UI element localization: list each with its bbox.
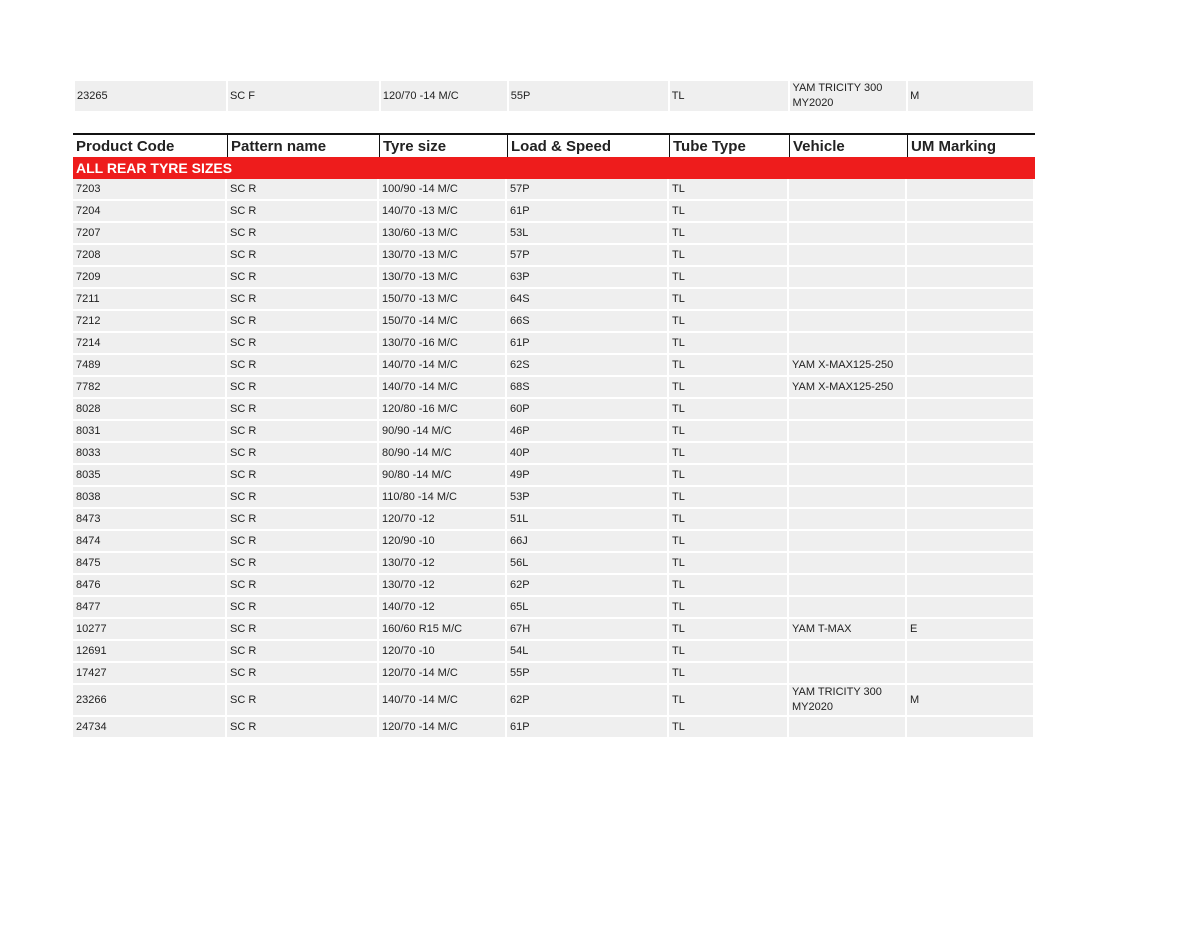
table-row	[73, 333, 1035, 355]
cell-load-speed: 53L	[507, 223, 669, 245]
cell-um-marking	[907, 267, 1035, 289]
table-row	[73, 575, 1035, 597]
cell-vehicle	[789, 201, 907, 223]
cell-tube-type: TL	[669, 575, 789, 597]
cell-load-speed: 46P	[507, 421, 669, 443]
cell-load-speed: 60P	[507, 399, 669, 421]
cell-tube-type: TL	[669, 179, 789, 201]
table-row	[73, 355, 1035, 377]
cell-tyre-size: 140/70 -14 M/C	[379, 377, 507, 399]
cell-tyre-size: 130/70 -13 M/C	[379, 267, 507, 289]
cell-um-marking	[907, 421, 1035, 443]
cell-tyre-size: 120/70 -10	[379, 641, 507, 663]
cell-vehicle	[789, 509, 907, 531]
cell-tyre-size: 110/80 -14 M/C	[379, 487, 507, 509]
cell-um-marking	[907, 201, 1035, 223]
table-row	[73, 421, 1035, 443]
cell-tyre-size: 130/70 -12	[379, 553, 507, 575]
cell-um-marking	[907, 575, 1035, 597]
cell-vehicle	[789, 289, 907, 311]
cell-pattern: SC R	[227, 663, 379, 685]
header-product-code: Product Code	[73, 133, 227, 157]
cell-load-speed: 53P	[507, 487, 669, 509]
cell-pattern: SC R	[227, 289, 379, 311]
cell-vehicle	[789, 223, 907, 245]
cell-product-code: 10277	[73, 619, 227, 641]
header-vehicle: Vehicle	[789, 133, 907, 157]
cell-vehicle	[789, 421, 907, 443]
cell-um-marking	[907, 509, 1035, 531]
header-row	[73, 133, 1035, 157]
cell-product-code: 8028	[73, 399, 227, 421]
cell-product-code: 7203	[73, 179, 227, 201]
cell-um-marking	[907, 465, 1035, 487]
cell-load-speed: 61P	[507, 717, 669, 739]
cell-tube-type: TL	[669, 531, 789, 553]
cell-um-marking	[907, 377, 1035, 399]
cell-product-code: 8473	[73, 509, 227, 531]
cell-pattern: SC R	[227, 201, 379, 223]
table-row	[73, 201, 1035, 223]
cell-load-speed: 62P	[507, 575, 669, 597]
cell-load-speed: 62S	[507, 355, 669, 377]
cell-load-speed: 57P	[507, 179, 669, 201]
cell-vehicle	[789, 641, 907, 663]
cell-product-code: 7211	[73, 289, 227, 311]
cell-tube-type: TL	[669, 553, 789, 575]
cell-tyre-size: 140/70 -12	[379, 597, 507, 619]
cell-tyre-size: 120/80 -16 M/C	[379, 399, 507, 421]
table-row	[73, 179, 1035, 201]
cell-um-marking	[907, 663, 1035, 685]
cell-tyre-size: 140/70 -14 M/C	[379, 355, 507, 377]
table-row	[73, 289, 1035, 311]
cell-vehicle	[789, 443, 907, 465]
cell-product-code: 23265	[75, 81, 226, 111]
cell-vehicle	[789, 179, 907, 201]
cell-pattern: SC R	[227, 377, 379, 399]
cell-pattern: SC R	[227, 531, 379, 553]
cell-um-marking: M	[907, 685, 1035, 717]
cell-pattern: SC R	[227, 717, 379, 739]
cell-product-code: 8031	[73, 421, 227, 443]
cell-load-speed: 66S	[507, 311, 669, 333]
header-tyre-size: Tyre size	[379, 133, 507, 157]
cell-product-code: 8476	[73, 575, 227, 597]
header-pattern-name: Pattern name	[227, 133, 379, 157]
cell-vehicle: YAM X-MAX125-250	[789, 377, 907, 399]
cell-um-marking	[907, 443, 1035, 465]
table-row	[73, 223, 1035, 245]
cell-tyre-size: 150/70 -13 M/C	[379, 289, 507, 311]
table-row	[73, 685, 1035, 717]
table-row	[73, 465, 1035, 487]
cell-pattern: SC R	[227, 333, 379, 355]
cell-tube-type: TL	[669, 509, 789, 531]
table-row	[73, 619, 1035, 641]
cell-tube-type: TL	[669, 267, 789, 289]
cell-pattern: SC R	[227, 597, 379, 619]
cell-product-code: 23266	[73, 685, 227, 717]
cell-um-marking: E	[907, 619, 1035, 641]
cell-product-code: 7782	[73, 377, 227, 399]
section-title: ALL REAR TYRE SIZES	[73, 157, 1035, 179]
cell-load-speed: 63P	[507, 267, 669, 289]
top-row-table	[73, 79, 1035, 113]
cell-pattern: SC F	[228, 81, 379, 111]
cell-product-code: 7209	[73, 267, 227, 289]
cell-tube-type: TL	[669, 421, 789, 443]
cell-vehicle	[789, 531, 907, 553]
rear-tyre-table	[73, 133, 1035, 739]
cell-pattern: SC R	[227, 685, 379, 717]
cell-pattern: SC R	[227, 619, 379, 641]
cell-product-code: 8033	[73, 443, 227, 465]
cell-pattern: SC R	[227, 553, 379, 575]
cell-load-speed: 67H	[507, 619, 669, 641]
cell-um-marking	[907, 245, 1035, 267]
cell-pattern: SC R	[227, 311, 379, 333]
cell-vehicle	[789, 575, 907, 597]
cell-tube-type: TL	[669, 487, 789, 509]
cell-um-marking	[907, 717, 1035, 739]
cell-load-speed: 51L	[507, 509, 669, 531]
cell-vehicle: YAM T-MAX	[789, 619, 907, 641]
cell-load-speed: 55P	[507, 663, 669, 685]
cell-pattern: SC R	[227, 245, 379, 267]
cell-tyre-size: 160/60 R15 M/C	[379, 619, 507, 641]
cell-vehicle	[789, 399, 907, 421]
cell-load-speed: 57P	[507, 245, 669, 267]
cell-vehicle	[789, 553, 907, 575]
cell-um-marking	[907, 487, 1035, 509]
cell-load-speed: 49P	[507, 465, 669, 487]
cell-tube-type: TL	[669, 201, 789, 223]
cell-um-marking	[907, 399, 1035, 421]
cell-um-marking	[907, 179, 1035, 201]
cell-product-code: 8038	[73, 487, 227, 509]
cell-tube-type: TL	[669, 377, 789, 399]
table-row	[73, 399, 1035, 421]
cell-tyre-size: 130/60 -13 M/C	[379, 223, 507, 245]
table-row	[73, 509, 1035, 531]
cell-um-marking	[907, 355, 1035, 377]
table-row	[73, 311, 1035, 333]
cell-tyre-size: 90/90 -14 M/C	[379, 421, 507, 443]
cell-product-code: 24734	[73, 717, 227, 739]
cell-vehicle	[789, 333, 907, 355]
rows-body	[73, 179, 1035, 739]
cell-product-code: 8477	[73, 597, 227, 619]
cell-load-speed: 64S	[507, 289, 669, 311]
cell-tyre-size: 80/90 -14 M/C	[379, 443, 507, 465]
cell-tube-type: TL	[669, 663, 789, 685]
cell-load-speed: 65L	[507, 597, 669, 619]
cell-load-speed: 54L	[507, 641, 669, 663]
cell-tyre-size: 150/70 -14 M/C	[379, 311, 507, 333]
cell-um-marking	[907, 553, 1035, 575]
cell-load-speed: 55P	[509, 81, 668, 111]
cell-pattern: SC R	[227, 487, 379, 509]
cell-product-code: 7212	[73, 311, 227, 333]
cell-load-speed: 66J	[507, 531, 669, 553]
cell-product-code: 8035	[73, 465, 227, 487]
cell-um-marking	[907, 223, 1035, 245]
cell-product-code: 7214	[73, 333, 227, 355]
cell-tyre-size: 120/70 -14 M/C	[381, 81, 507, 111]
cell-vehicle	[789, 267, 907, 289]
cell-tyre-size: 130/70 -16 M/C	[379, 333, 507, 355]
cell-product-code: 8474	[73, 531, 227, 553]
cell-pattern: SC R	[227, 509, 379, 531]
cell-pattern: SC R	[227, 575, 379, 597]
cell-pattern: SC R	[227, 223, 379, 245]
cell-load-speed: 62P	[507, 685, 669, 717]
cell-vehicle	[789, 245, 907, 267]
cell-load-speed: 68S	[507, 377, 669, 399]
cell-um-marking	[907, 289, 1035, 311]
cell-tyre-size: 140/70 -14 M/C	[379, 685, 507, 717]
cell-product-code: 7208	[73, 245, 227, 267]
header-load-speed: Load & Speed	[507, 133, 669, 157]
header-tube-type: Tube Type	[669, 133, 789, 157]
cell-tube-type: TL	[669, 399, 789, 421]
cell-tube-type: TL	[669, 685, 789, 717]
table-row	[73, 377, 1035, 399]
cell-product-code: 7207	[73, 223, 227, 245]
cell-tyre-size: 120/70 -12	[379, 509, 507, 531]
cell-tube-type: TL	[669, 245, 789, 267]
cell-product-code: 17427	[73, 663, 227, 685]
cell-tube-type: TL	[669, 311, 789, 333]
cell-load-speed: 61P	[507, 333, 669, 355]
cell-tube-type: TL	[669, 355, 789, 377]
cell-load-speed: 56L	[507, 553, 669, 575]
table-row	[73, 553, 1035, 575]
table-row	[73, 531, 1035, 553]
cell-vehicle	[789, 311, 907, 333]
cell-um-marking: M	[908, 81, 1033, 111]
cell-pattern: SC R	[227, 267, 379, 289]
cell-product-code: 7489	[73, 355, 227, 377]
cell-tube-type: TL	[669, 641, 789, 663]
table-row	[73, 487, 1035, 509]
cell-vehicle: YAM TRICITY 300 MY2020	[789, 685, 907, 717]
cell-tyre-size: 120/70 -14 M/C	[379, 663, 507, 685]
cell-pattern: SC R	[227, 465, 379, 487]
cell-pattern: SC R	[227, 421, 379, 443]
cell-um-marking	[907, 531, 1035, 553]
cell-load-speed: 40P	[507, 443, 669, 465]
table-row	[73, 597, 1035, 619]
cell-product-code: 7204	[73, 201, 227, 223]
cell-tyre-size: 130/70 -13 M/C	[379, 245, 507, 267]
cell-tyre-size: 140/70 -13 M/C	[379, 201, 507, 223]
table-row	[73, 267, 1035, 289]
section-header-row	[73, 157, 1035, 179]
cell-tube-type: TL	[669, 619, 789, 641]
cell-tube-type: TL	[669, 465, 789, 487]
table-row	[73, 641, 1035, 663]
cell-tyre-size: 100/90 -14 M/C	[379, 179, 507, 201]
cell-tyre-size: 120/90 -10	[379, 531, 507, 553]
cell-vehicle	[789, 663, 907, 685]
cell-vehicle	[789, 597, 907, 619]
cell-vehicle	[789, 487, 907, 509]
header-um-marking: UM Marking	[907, 133, 1035, 157]
cell-pattern: SC R	[227, 399, 379, 421]
cell-um-marking	[907, 641, 1035, 663]
cell-tube-type: TL	[669, 289, 789, 311]
cell-product-code: 8475	[73, 553, 227, 575]
cell-tube-type: TL	[669, 597, 789, 619]
cell-tyre-size: 130/70 -12	[379, 575, 507, 597]
cell-um-marking	[907, 333, 1035, 355]
cell-tube-type: TL	[669, 717, 789, 739]
cell-um-marking	[907, 311, 1035, 333]
cell-tube-type: TL	[669, 333, 789, 355]
cell-pattern: SC R	[227, 179, 379, 201]
cell-product-code: 12691	[73, 641, 227, 663]
cell-vehicle	[789, 717, 907, 739]
table-row	[73, 717, 1035, 739]
cell-load-speed: 61P	[507, 201, 669, 223]
table-row	[73, 443, 1035, 465]
cell-tube-type: TL	[670, 81, 789, 111]
cell-tube-type: TL	[669, 223, 789, 245]
cell-um-marking	[907, 597, 1035, 619]
cell-vehicle: YAM X-MAX125-250	[789, 355, 907, 377]
table-row	[73, 663, 1035, 685]
cell-pattern: SC R	[227, 355, 379, 377]
cell-tyre-size: 90/80 -14 M/C	[379, 465, 507, 487]
cell-tube-type: TL	[669, 443, 789, 465]
cell-vehicle	[789, 465, 907, 487]
cell-pattern: SC R	[227, 641, 379, 663]
cell-vehicle: YAM TRICITY 300 MY2020	[790, 81, 906, 111]
cell-pattern: SC R	[227, 443, 379, 465]
table-row	[75, 81, 1033, 111]
table-row	[73, 245, 1035, 267]
cell-tyre-size: 120/70 -14 M/C	[379, 717, 507, 739]
